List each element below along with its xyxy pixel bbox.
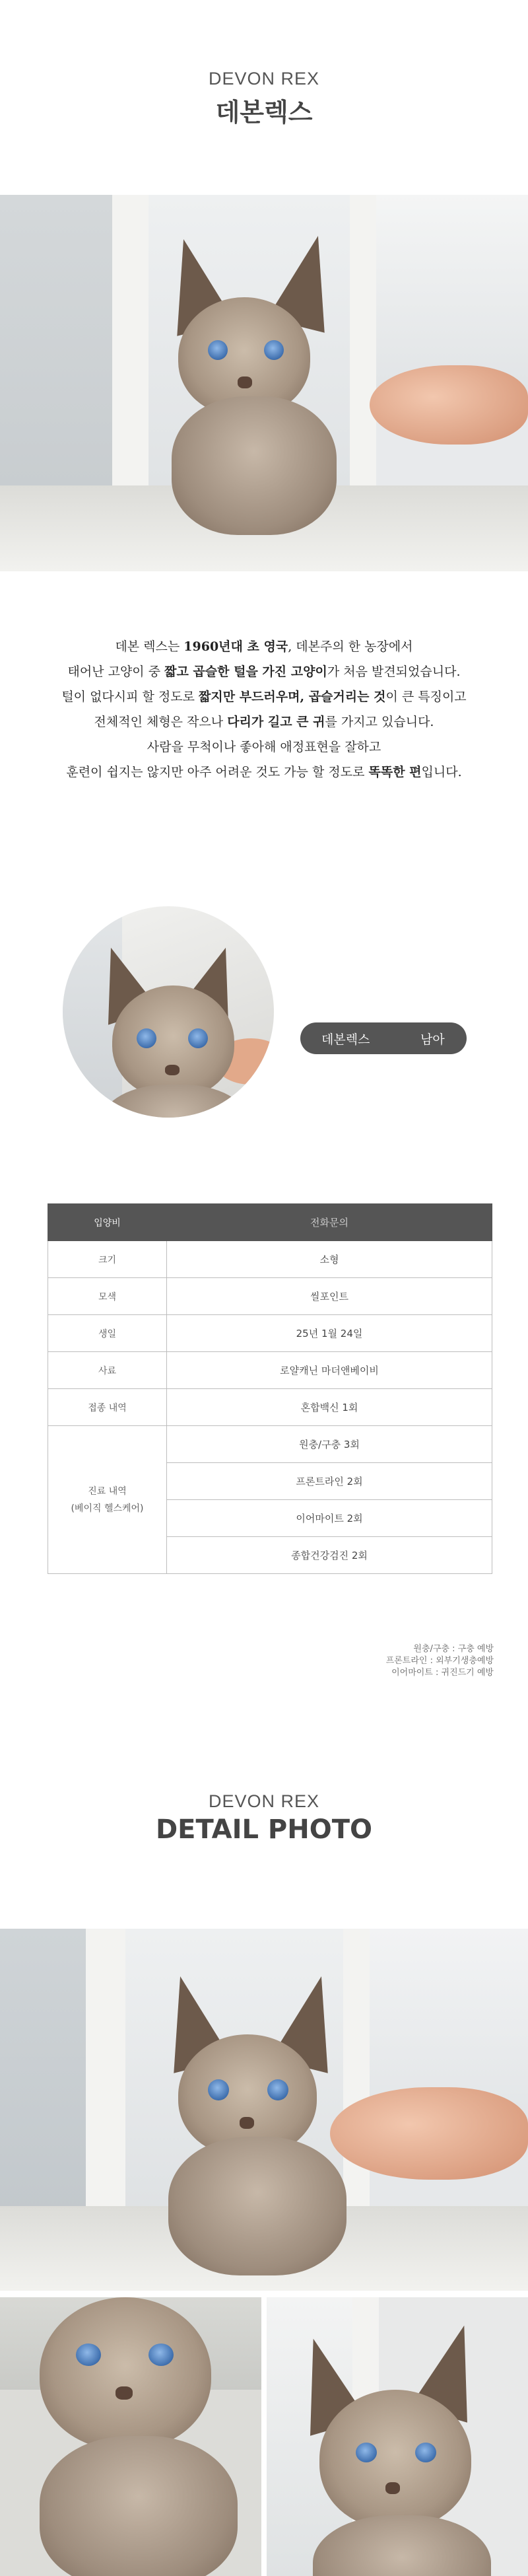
note-line: 원충/구충 : 구충 예방 [413, 1644, 494, 1654]
table-row [48, 1426, 492, 1463]
care-item: 원충/구충 3회 [167, 1426, 492, 1463]
table-row [48, 1278, 492, 1315]
detail-cat-closeup-photo [0, 2297, 261, 2576]
row-value: 씰포인트 [167, 1278, 492, 1315]
table-header-row [48, 1204, 492, 1241]
row-key: 생일 [48, 1315, 167, 1352]
header-subtitle: DEVON REX [208, 69, 320, 89]
row-value: 로얄캐닌 마더앤베이비 [167, 1352, 492, 1389]
breed-description [0, 634, 528, 785]
detail-cat-photo [0, 1929, 528, 2291]
row-value: 혼합백신 1회 [167, 1389, 492, 1426]
intro-line: 털이 없다시피 할 정도로 짧지만 부드러우며, 곱슬거리는 것이 큰 특징이고 [61, 690, 467, 704]
page-title: 데본렉스 [215, 98, 313, 127]
detail-cat-portrait-photo [267, 2297, 528, 2576]
intro-line: 사람을 무척이나 좋아해 애정표현을 잘하고 [147, 740, 381, 754]
table-row [48, 1315, 492, 1352]
row-key: 접종 내역 [48, 1389, 167, 1426]
row-key: 모색 [48, 1278, 167, 1315]
hero-cat-photo [0, 195, 528, 571]
adoption-info-table [48, 1203, 492, 1574]
detail-header [0, 1791, 528, 1845]
breed-label: 데본렉스 [321, 1032, 370, 1047]
table-header-value: 전화문의 [167, 1204, 492, 1241]
detail-subtitle: DEVON REX [208, 1791, 320, 1811]
sex-label: 남아 [420, 1032, 445, 1047]
row-key: 크기 [48, 1241, 167, 1278]
care-item: 이어마이트 2회 [167, 1500, 492, 1537]
page-header [0, 69, 528, 128]
intro-line: 데본 렉스는 1960년대 초 영국, 데본주의 한 농장에서 [115, 639, 413, 654]
care-notes [386, 1643, 494, 1679]
table-row [48, 1241, 492, 1278]
intro-line: 훈련이 쉽지는 않지만 아주 어려운 것도 가능 할 정도로 똑똑한 편입니다. [66, 765, 462, 779]
row-value: 소형 [167, 1241, 492, 1278]
intro-line: 태어난 고양이 중 짧고 곱슬한 털을 가진 고양이가 처음 발견되었습니다. [67, 664, 461, 679]
profile-cat-photo [63, 906, 274, 1118]
row-value: 25년 1월 24일 [167, 1315, 492, 1352]
table-row [48, 1389, 492, 1426]
note-line: 이어마이트 : 귀진드기 예방 [391, 1668, 494, 1678]
row-key: 사료 [48, 1352, 167, 1389]
care-item: 프론트라인 2회 [167, 1463, 492, 1500]
care-history-key: 진료 내역 (베이직 헬스케어) [48, 1426, 167, 1574]
detail-title: DETAIL PHOTO [155, 1814, 373, 1845]
care-item: 종합건강검진 2회 [167, 1537, 492, 1574]
table-header-key: 입양비 [48, 1204, 167, 1241]
table-row [48, 1352, 492, 1389]
profile-name-pill [300, 1022, 467, 1054]
intro-line: 전체적인 체형은 작으나 다리가 길고 큰 귀를 가지고 있습니다. [94, 715, 434, 729]
note-line: 프론트라인 : 외부기생충예방 [385, 1656, 494, 1666]
